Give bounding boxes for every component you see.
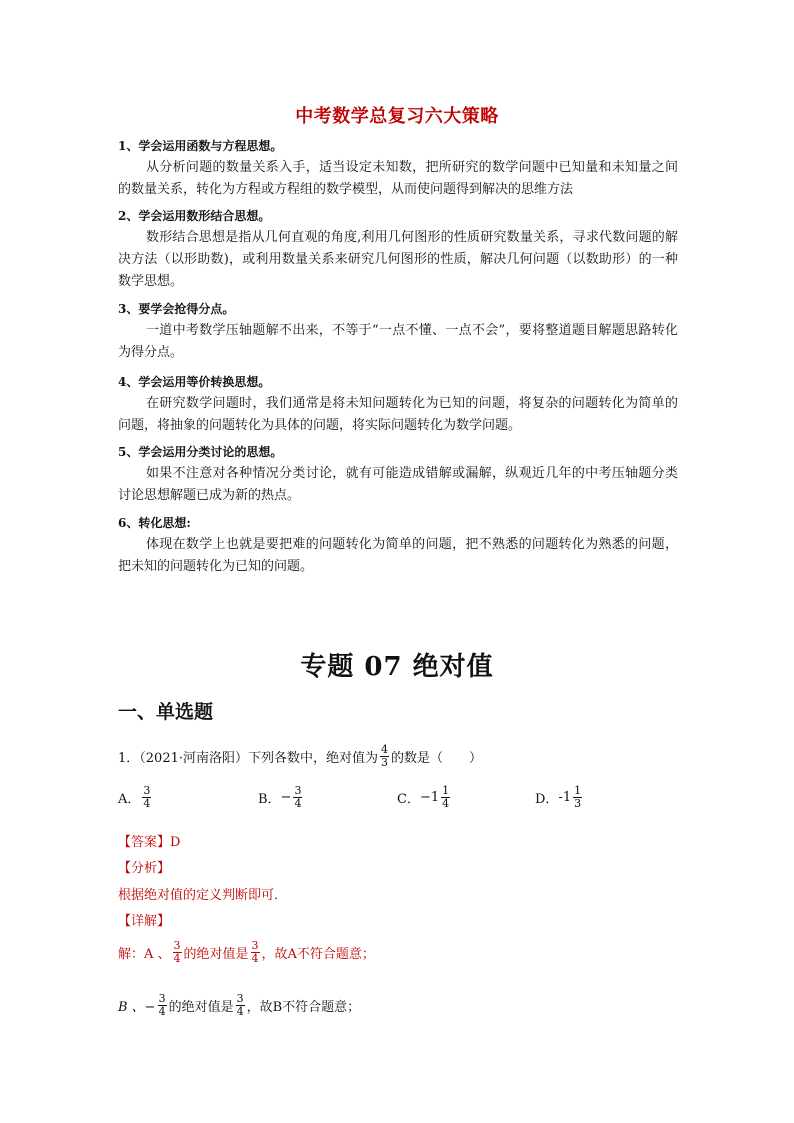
fraction-numerator: 3 (143, 784, 151, 797)
question-fraction (380, 744, 389, 769)
solution-fraction (251, 940, 260, 965)
strategy-6-heading: 6、转化思想: (118, 516, 191, 530)
option-a (118, 785, 153, 810)
fraction-denominator: 4 (173, 952, 181, 965)
strategy-4-heading: 4、学会运用等价转换思想。 (118, 375, 271, 389)
strategy-2-body: 数形结合思想是指从几何直观的角度,利用几何图形的性质研究数量关系，寻求代数问题的解决方法（以形助数)，或利用数量关系来研究几何图形的性质，解决几何问题（以数助形）的一种数学思想。 (118, 230, 678, 289)
option-b (258, 785, 304, 810)
fraction-denominator: 4 (143, 797, 151, 810)
solution-fraction (158, 993, 167, 1018)
option-whole: 1 (562, 790, 572, 805)
fraction-denominator: 4 (158, 1005, 166, 1018)
option-fraction (142, 785, 151, 810)
solution-line-1 (118, 940, 375, 965)
option-fraction (573, 785, 582, 810)
strategy-1-body: 从分析问题的数量关系入手，适当设定未知数，把所研究的数学问题中已知量和未知量之间的数量关系，转化为方程或方程组的数学模型，从而使问题得到解决的思维方法 (118, 160, 678, 197)
solution-fraction (236, 993, 245, 1018)
option-fraction (293, 785, 302, 810)
topic-title: 专题 07 绝对值 (300, 652, 494, 682)
option-sign: − (280, 790, 292, 805)
solution-mid: 的绝对值是 (168, 1000, 234, 1015)
fraction-denominator: 4 (236, 1005, 244, 1018)
strategy-3-body: 一道中考数学压轴题解不出来，不等于“一点不懂、一点不会”，要将整道题目解题思路转化为得分点。 (118, 323, 678, 360)
question-prefix: 1．（2021·河南洛阳）下列各数中，绝对值为 (118, 751, 378, 766)
option-sign: − (419, 790, 431, 805)
option-d (535, 785, 584, 810)
answer-label: 【答案】D (118, 835, 181, 850)
fraction-denominator: 3 (574, 797, 582, 810)
fraction-numerator: 1 (574, 784, 582, 797)
strategy-4-body: 在研究数学问题时，我们通常是将未知问题转化为已知的问题，将复杂的问题转化为简单的问题，将抽象的问题转化为具体的问题，将实际问题转化为数学问题。 (118, 396, 678, 433)
solution-prefix: 解：A 、 (118, 947, 171, 962)
solution-mid: 的绝对值是 (183, 947, 249, 962)
fraction-denominator: 4 (442, 797, 450, 810)
analysis-text: 根据绝对值的定义判断即可． (118, 888, 288, 903)
option-c (397, 785, 452, 810)
fraction-numerator: 3 (251, 939, 259, 952)
option-label: A． (118, 792, 141, 807)
strategy-1-heading: 1、学会运用函数与方程思想。 (118, 139, 283, 153)
fraction-numerator: 3 (173, 939, 181, 952)
strategy-5-body: 如果不注意对各种情况分类讨论，就有可能造成错解或漏解，纵观近几年的中考压轴题分类讨论思想解题已成为新的热点。 (118, 466, 678, 503)
strategy-2-heading: 2、学会运用数形结合思想。 (118, 209, 271, 223)
strategy-6-body: 体现在数学上也就是要把难的问题转化为简单的问题，把不熟悉的问题转化为熟悉的问题，把未知的问题转化为已知的问题。 (118, 537, 678, 574)
strategy-3-heading: 3、要学会抢得分点。 (118, 302, 235, 316)
option-whole: 1 (430, 790, 440, 805)
solution-line-2 (118, 993, 360, 1018)
fraction-numerator: 3 (294, 784, 302, 797)
fraction-numerator: 1 (442, 784, 450, 797)
strategy-5-heading: 5、学会运用分类讨论的思想。 (118, 445, 283, 459)
option-sign: - (558, 790, 563, 805)
solution-suffix: ，故B不符合题意； (246, 1000, 361, 1015)
option-fraction (441, 785, 450, 810)
fraction-numerator: 3 (236, 992, 244, 1005)
fraction-numerator: 3 (158, 992, 166, 1005)
option-label: D． (535, 792, 559, 807)
detail-label: 【详解】 (118, 914, 171, 929)
solution-suffix: ，故A不符合题意； (261, 947, 375, 962)
fraction-denominator: 3 (381, 756, 388, 769)
fraction-denominator: 4 (294, 797, 302, 810)
question-suffix: 的数是（ ） (391, 751, 483, 766)
fraction-denominator: 4 (251, 952, 259, 965)
analysis-label: 【分析】 (118, 861, 171, 876)
solution-prefix: B 、− (118, 1000, 156, 1015)
solution-fraction (173, 940, 182, 965)
question-stem (118, 744, 482, 769)
option-label: C． (397, 792, 420, 807)
part-title: 一、单选题 (118, 701, 214, 723)
option-label: B． (258, 792, 281, 807)
fraction-numerator: 4 (381, 743, 388, 756)
document-title: 中考数学总复习六大策略 (295, 106, 499, 127)
